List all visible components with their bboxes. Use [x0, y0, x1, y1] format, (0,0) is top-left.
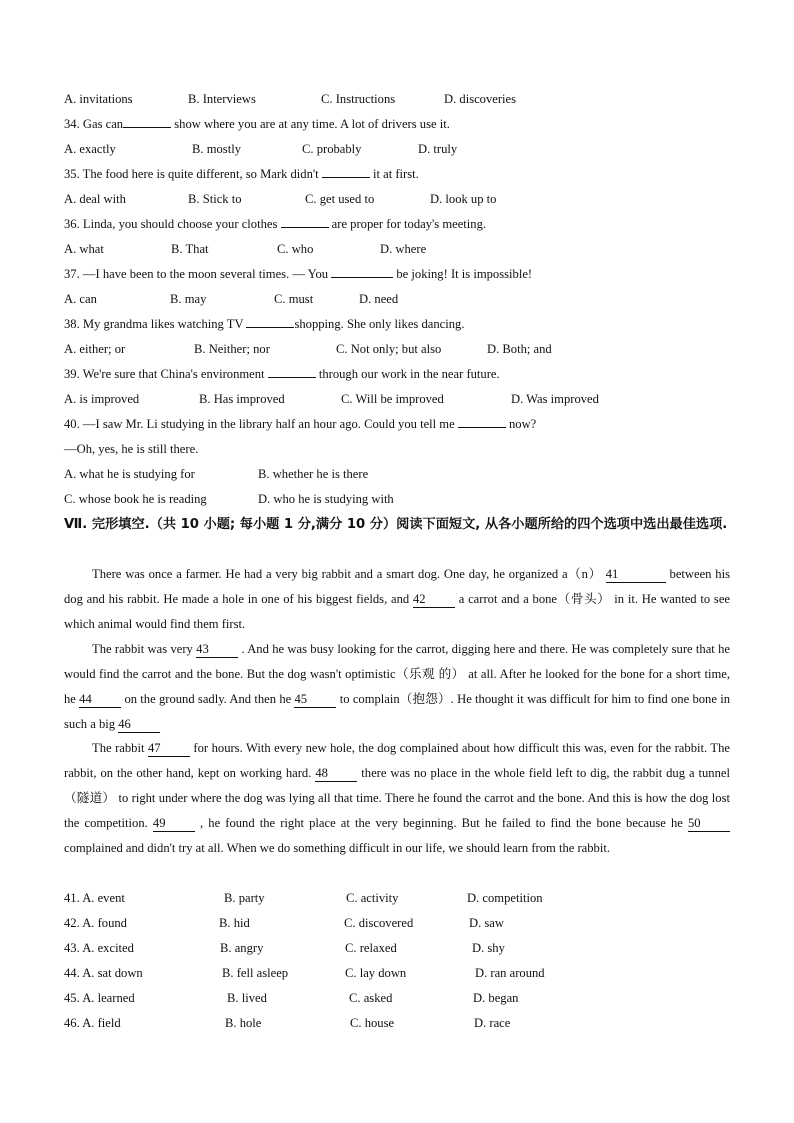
option-d: D. race [474, 1016, 511, 1030]
option-d: D. look up to [430, 192, 497, 206]
option-b: B. party [224, 891, 265, 905]
option-d: D. who he is studying with [258, 492, 394, 506]
question-36: 36. Linda, you should choose your clothes are proper for today's meeting. [64, 217, 487, 231]
blank-45: 45 [294, 692, 336, 708]
blank-49: 49 [153, 816, 195, 832]
question-40: 40. —I saw Mr. Li studying in the library half an hour ago. Could you tell me now? [64, 417, 537, 431]
option-a: A. either; or [64, 342, 126, 356]
blank-46: 46 [118, 717, 160, 733]
option-d: D. shy [472, 941, 505, 955]
passage-paragraph-3: The rabbit 47 for hours. With every new hole, the dog complained about how difficult this was, even for the rabbit. The rabbit, on the other hand, kept on working hard. 48 there was no place in the whole field left to dig, the rabbit dug a tunnel （隧道） to right under where the dog was lying all that time. There he found the carrot and the bone. And this is how the dog lost the competition. 49 , he found the right place at the very beginning. But he failed to find the bone because he 50 complained and didn't try at all. When we do something difficult in our life, we should learn from the rabbit. [64, 741, 730, 855]
answer-blank [268, 377, 316, 378]
blank-43: 43 [196, 642, 238, 658]
option-d: D. began [473, 991, 519, 1005]
answer-blank [322, 177, 370, 178]
answer-blank [281, 227, 329, 228]
answer-blank [331, 277, 393, 278]
option-b: B. That [171, 242, 209, 256]
blank-44: 44 [79, 692, 121, 708]
question-39: 39. We're sure that China's environment through our work in the near future. [64, 367, 500, 381]
option-c: C. lay down [345, 966, 407, 980]
option-c: C. asked [349, 991, 393, 1005]
option-b: B. fell asleep [222, 966, 289, 980]
option-b: B. angry [220, 941, 264, 955]
question-38: 38. My grandma likes watching TV shopping. She only likes dancing. [64, 317, 465, 331]
option-a: 46. A. field [64, 1016, 121, 1030]
option-a: A. invitations [64, 92, 133, 106]
option-d: D. truly [418, 142, 458, 156]
option-d: D. ran around [475, 966, 545, 980]
option-d: D. competition [467, 891, 543, 905]
answer-blank [123, 127, 171, 128]
option-a: A. exactly [64, 142, 116, 156]
option-b: B. may [170, 292, 207, 306]
option-a: 44. A. sat down [64, 966, 143, 980]
question-37: 37. —I have been to the moon several times. — You be joking! It is impossible! [64, 267, 533, 281]
option-b: B. whether he is there [258, 467, 369, 481]
option-a: 42. A. found [64, 916, 127, 930]
question-34: 34. Gas can show where you are at any time. A lot of drivers use it. [64, 117, 450, 131]
option-d: D. discoveries [444, 92, 517, 106]
option-d: D. need [359, 292, 399, 306]
option-a: A. deal with [64, 192, 126, 206]
option-c: C. Will be improved [341, 392, 444, 406]
option-a: 45. A. learned [64, 991, 135, 1005]
option-b: B. mostly [192, 142, 241, 156]
option-c: C. whose book he is reading [64, 492, 207, 506]
option-b: B. hole [225, 1016, 262, 1030]
option-c: C. house [350, 1016, 395, 1030]
option-b: B. Interviews [188, 92, 256, 106]
option-d: D. Both; and [487, 342, 552, 356]
option-a: A. what [64, 242, 104, 256]
passage-paragraph-1: There was once a farmer. He had a very big rabbit and a smart dog. One day, he organized a（n） 41 between his dog and his rabbit. He made a hole in one of his biggest fields, and 42 a carrot and a bone（骨头） in it. He wanted to see which animal would find them first. [64, 567, 731, 631]
option-a: A. can [64, 292, 97, 306]
option-a: A. what he is studying for [64, 467, 195, 481]
blank-41: 41 [606, 567, 666, 583]
option-d: D. Was improved [511, 392, 599, 406]
option-a: A. is improved [64, 392, 140, 406]
option-b: B. Stick to [188, 192, 242, 206]
option-b: B. hid [219, 916, 250, 930]
option-b: B. Has improved [199, 392, 285, 406]
option-c: C. who [277, 242, 314, 256]
option-d: D. where [380, 242, 427, 256]
passage-paragraph-2: The rabbit was very 43 . And he was busy looking for the carrot, digging here and there. He was completely sure that he would find the carrot and the bone. But the dog wasn't optimistic（乐观 的） at all. After he looked for the bone for a short time, he 44 on the ground sadly. And then he 45 to complain（抱怨）. He thought it was difficult for him to find one bone in such a big 46 [64, 642, 731, 731]
option-c: C. probably [302, 142, 362, 156]
option-b: B. Neither; nor [194, 342, 270, 356]
option-c: C. relaxed [345, 941, 397, 955]
answer-blank [458, 427, 506, 428]
question-35: 35. The food here is quite different, so Mark didn't it at first. [64, 167, 419, 181]
blank-47: 47 [148, 741, 190, 757]
blank-48: 48 [315, 766, 357, 782]
option-c: C. discovered [344, 916, 414, 930]
question-40-reply: —Oh, yes, he is still there. [64, 442, 199, 456]
option-a: 41. A. event [64, 891, 125, 905]
section-heading: Ⅶ. 完形填空.（共 10 小题; 每小题 1 分,满分 10 分）阅读下面短文, 从各小题所给的四个选项中选出最佳选项. [64, 517, 728, 532]
option-c: C. activity [346, 891, 399, 905]
blank-50: 50 [688, 816, 730, 832]
option-c: C. must [274, 292, 314, 306]
option-c: C. Not only; but also [336, 342, 442, 356]
option-d: D. saw [469, 916, 504, 930]
option-a: 43. A. excited [64, 941, 134, 955]
option-c: C. get used to [305, 192, 375, 206]
option-b: B. lived [227, 991, 267, 1005]
option-c: C. Instructions [321, 92, 396, 106]
blank-42: 42 [413, 592, 455, 608]
answer-blank [246, 327, 294, 328]
